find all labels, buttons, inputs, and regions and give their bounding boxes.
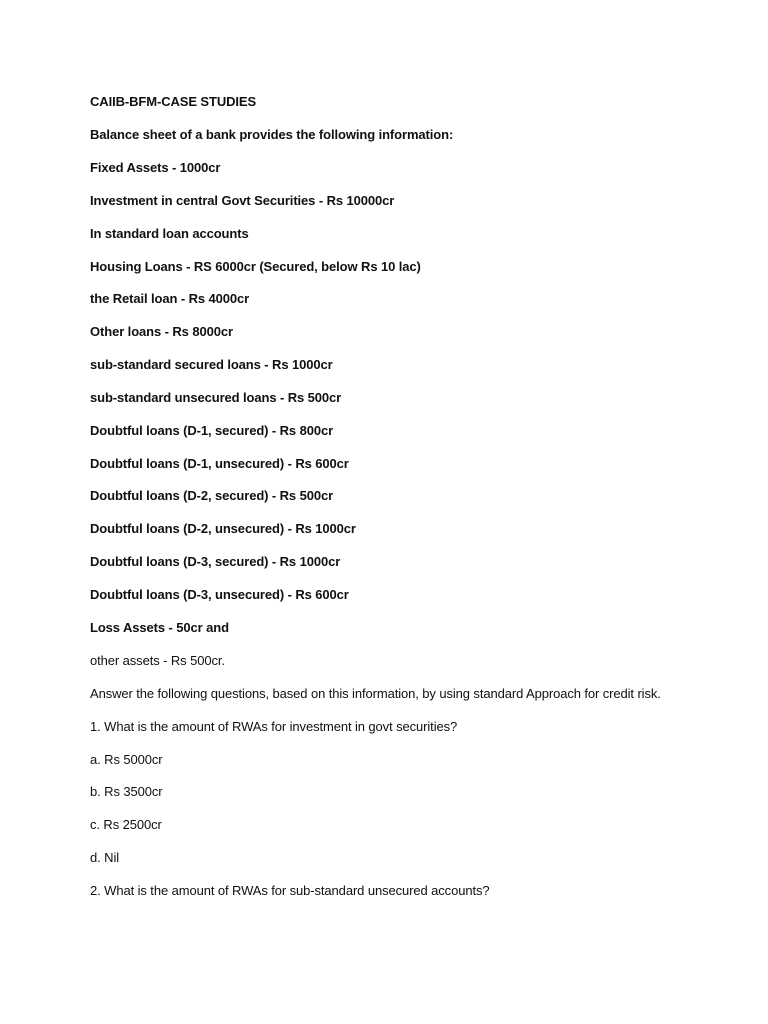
list-item: Other loans - Rs 8000cr: [90, 324, 233, 339]
option-a: a. Rs 5000cr: [90, 752, 163, 767]
list-item: Fixed Assets - 1000cr: [90, 160, 221, 175]
list-item: Doubtful loans (D-3, unsecured) - Rs 600cr: [90, 587, 349, 602]
list-item: sub-standard unsecured loans - Rs 500cr: [90, 390, 342, 405]
list-item: Doubtful loans (D-2, secured) - Rs 500cr: [90, 488, 334, 503]
list-item: Doubtful loans (D-1, secured) - Rs 800cr: [90, 423, 334, 438]
option-c: c. Rs 2500cr: [90, 817, 162, 832]
list-item: Investment in central Govt Securities - Rs 10000cr: [90, 193, 395, 208]
list-item: the Retail loan - Rs 4000cr: [90, 291, 250, 306]
other-assets-text: other assets - Rs 500cr.: [90, 653, 225, 668]
list-item: Doubtful loans (D-2, unsecured) - Rs 1000cr: [90, 521, 356, 536]
list-item: Doubtful loans (D-3, secured) - Rs 1000cr: [90, 554, 341, 569]
question-2: 2. What is the amount of RWAs for sub-standard unsecured accounts?: [90, 883, 490, 898]
option-d: d. Nil: [90, 850, 120, 865]
option-b: b. Rs 3500cr: [90, 784, 163, 799]
intro-text: Balance sheet of a bank provides the following information:: [90, 127, 454, 142]
document-title: CAIIB-BFM-CASE STUDIES: [90, 94, 257, 109]
list-item: Loss Assets - 50cr and: [90, 620, 229, 635]
list-item: Doubtful loans (D-1, unsecured) - Rs 600cr: [90, 456, 349, 471]
list-item: Housing Loans - RS 6000cr (Secured, below Rs 10 lac): [90, 259, 421, 274]
instruction-text: Answer the following questions, based on this information, by using standard Approach for credit risk.: [90, 686, 661, 701]
list-item: sub-standard secured loans - Rs 1000cr: [90, 357, 333, 372]
question-1: 1. What is the amount of RWAs for investment in govt securities?: [90, 719, 458, 734]
list-item: In standard loan accounts: [90, 226, 249, 241]
